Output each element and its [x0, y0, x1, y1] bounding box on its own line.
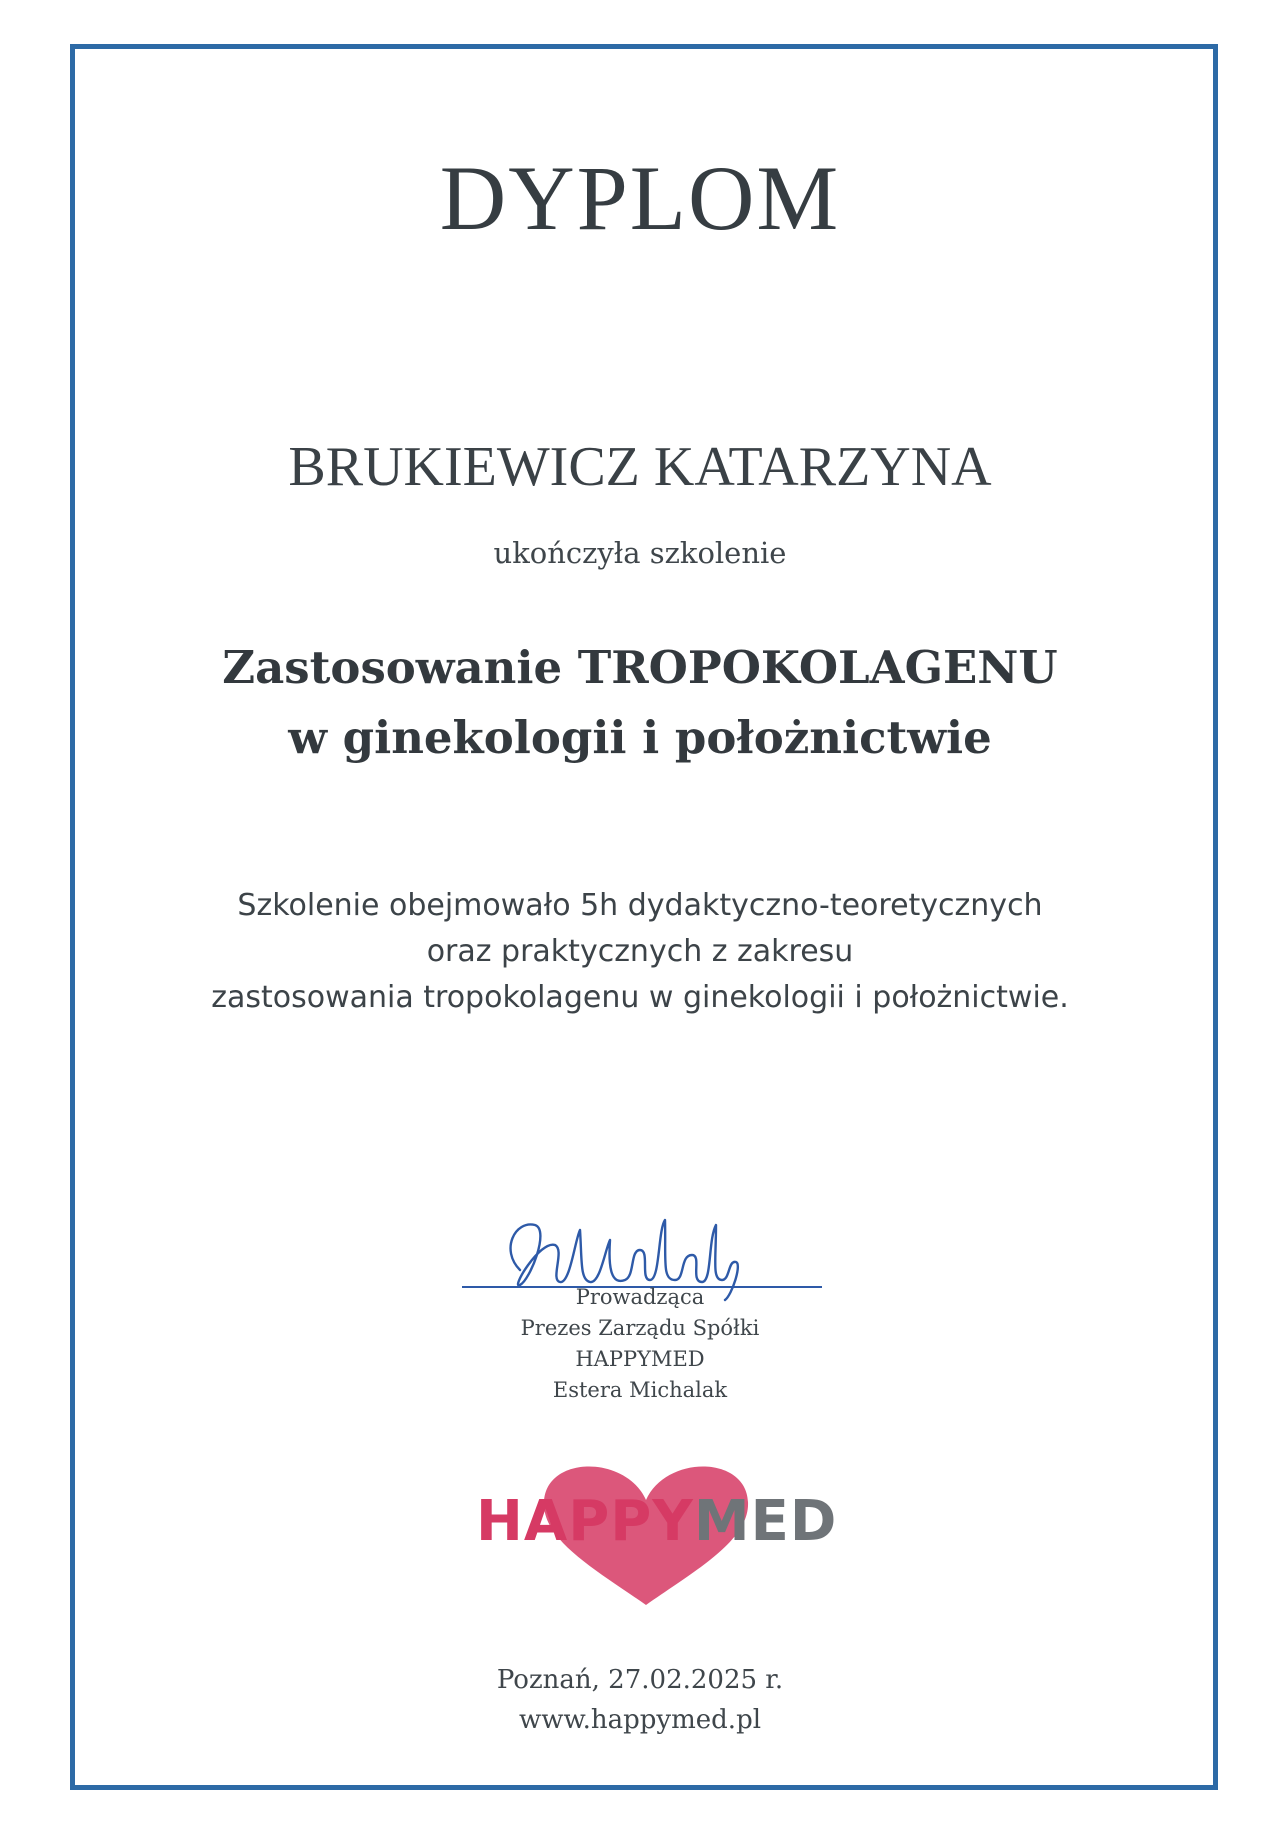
- company-logo-wordmark: [476, 1489, 838, 1554]
- course-title-line: w ginekologii i położnictwie: [288, 711, 992, 764]
- diploma-title: DYPLOM: [439, 147, 841, 249]
- footer: [0, 1660, 1280, 1740]
- description-line: oraz praktycznych z zakresu: [426, 934, 854, 969]
- course-title-line: Zastosowanie TROPOKOLAGENU: [222, 641, 1058, 694]
- course-title: [0, 633, 1280, 773]
- signatory-position: Prezes Zarządu Spółki: [520, 1316, 760, 1340]
- place-date: Poznań, 27.02.2025 r.: [496, 1665, 784, 1695]
- signatory-company: HAPPYMED: [575, 1347, 705, 1371]
- signatory-block: [0, 1282, 1280, 1406]
- completed-text: ukończyła szkolenie: [493, 536, 787, 570]
- signatory-name: Estera Michalak: [552, 1378, 728, 1402]
- website-link[interactable]: www.happymed.pl: [518, 1705, 762, 1735]
- description-line: zastosowania tropokolagenu w ginekologii i położnictwie.: [211, 980, 1069, 1015]
- course-description: [0, 883, 1280, 1021]
- description-line: Szkolenie obejmowało 5h dydaktyczno-teoretycznych: [237, 888, 1043, 923]
- logo-med-text: MED: [693, 1489, 838, 1554]
- signatory-role: Prowadząca: [575, 1285, 705, 1309]
- logo-happy-text: HAPPY: [476, 1489, 694, 1554]
- recipient-name: BRUKIEWICZ KATARZYNA: [288, 436, 992, 498]
